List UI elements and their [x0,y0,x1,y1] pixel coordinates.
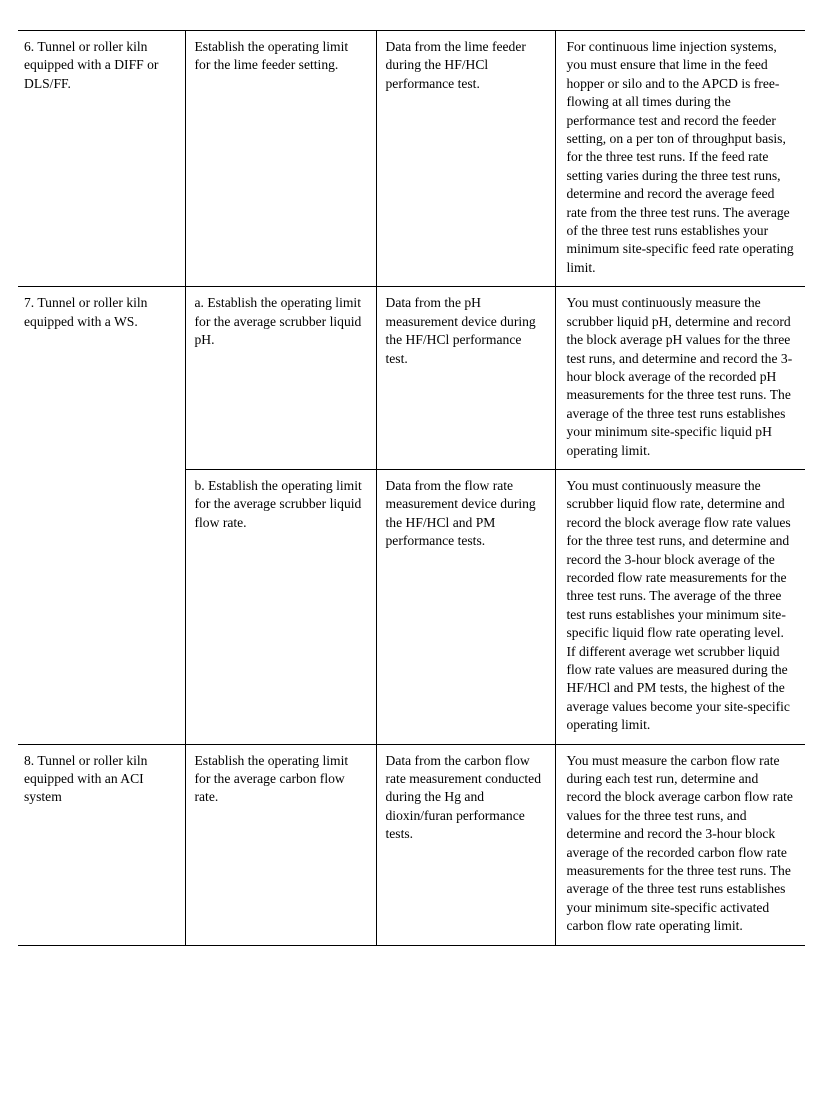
cell-data-source [376,469,555,744]
cell-procedure [555,744,805,945]
data-source-text: Data from the pH measurement device during the HF/HCl performance test. [385,295,540,366]
table-row [18,287,805,470]
source-category-text: 7. Tunnel or roller kiln equipped with a WS. [24,295,151,329]
cell-procedure [555,31,805,287]
requirement-text: a. Establish the operating limit for the average scrubber liquid pH. [194,295,365,348]
cell-requirement [185,31,376,287]
cell-source-category [18,287,185,744]
requirement-text: Establish the operating limit for the average carbon flow rate. [194,752,352,805]
procedure-text: You must continuously measure the scrubber liquid pH, determine and record the block average pH values for the three test runs, and determine and record the 3-hour block average of the recorded pH measurements for the three test runs. The average of the three test runs establishes your minimum site-specific liquid pH operating limit. [566,295,795,458]
cell-data-source [376,31,555,287]
data-source-text: Data from the lime feeder during the HF/HCl performance test. [385,39,530,91]
requirements-table-container [18,30,805,946]
requirement-text: Establish the operating limit for the lime feeder setting. [194,39,352,73]
cell-requirement [185,744,376,945]
procedure-text: You must continuously measure the scrubber liquid flow rate, determine and record the block average flow rate values for the three test runs, and determine and record the 3-hour block average of the recorded flow rate measurements for the three test runs. The average of the three test runs establishes your minimum site-specific liquid flow rate operating level. If different average wet scrubber liquid flow rate values are measured during the HF/HCl and PM tests, the highest of the average values become your site-specific operating limit. [566,477,795,733]
data-source-text: Data from the carbon flow rate measurement conducted during the Hg and dioxin/furan performance tests. [385,752,545,842]
table-row [18,31,805,287]
cell-data-source [376,744,555,945]
data-source-text: Data from the flow rate measurement device during the HF/HCl and PM performance tests. [385,477,540,549]
cell-requirement [185,469,376,744]
source-category-text: 6. Tunnel or roller kiln equipped with a DIFF or DLS/FF. [24,39,162,91]
cell-source-category [18,31,185,287]
requirement-text: b. Establish the operating limit for the average scrubber liquid flow rate. [194,477,366,530]
requirements-table [18,30,805,946]
cell-procedure [555,469,805,744]
procedure-text: For continuous lime injection systems, you must ensure that lime in the feed hopper or silo and to the APCD is free-flowing at all times during the performance test and record the feeder setting, on a per ton of throughput basis, for the three test runs. If the feed rate setting varies during the three test runs, determine and record the average feed rate from the three test runs. The average of the three test runs establishes your minimum site-specific feed rate operating limit. [566,39,798,275]
procedure-text: You must measure the carbon flow rate during each test run, determine and record the block average carbon flow rate values for the three test runs, and determine and record the 3-hour block average of the recorded carbon flow rate measurements for the three test runs. The average of the three test runs establishes your minimum site-specific activated carbon flow rate operating limit. [566,752,797,934]
cell-source-category [18,744,185,945]
table-row [18,744,805,945]
source-category-text: 8. Tunnel or roller kiln equipped with an ACI system [24,752,151,805]
cell-procedure [555,287,805,470]
cell-data-source [376,287,555,470]
cell-requirement [185,287,376,470]
